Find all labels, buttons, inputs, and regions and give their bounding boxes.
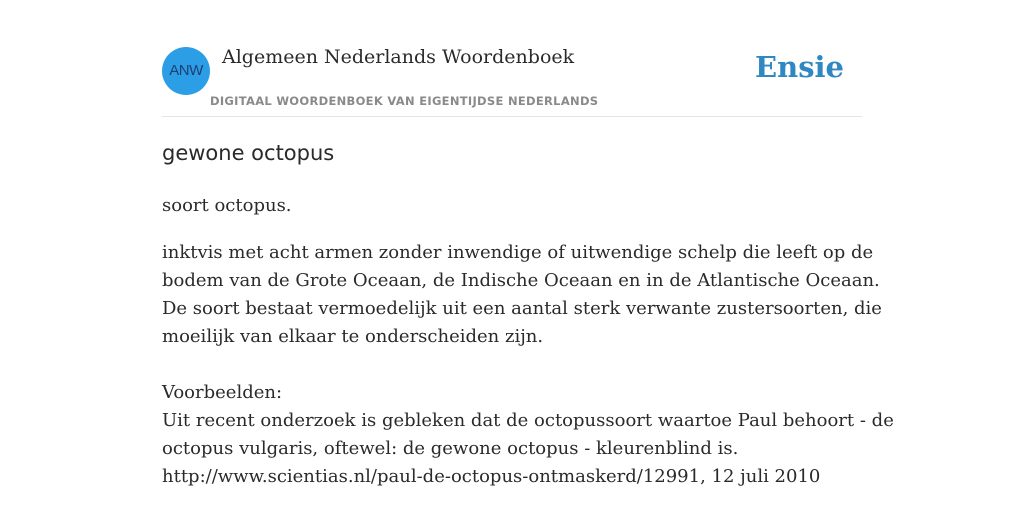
ensie-brand-logo[interactable]: Ensie	[755, 50, 844, 84]
description-line: De soort bestaat vermoedelijk uit een aantal sterk verwante zustersoorten, die	[162, 298, 882, 319]
entry-card	[162, 0, 894, 512]
site-title[interactable]: Algemeen Nederlands Woordenboek	[222, 46, 575, 68]
examples-label: Voorbeelden:	[162, 382, 283, 403]
entry-description	[162, 239, 894, 491]
example-line: Uit recent onderzoek is gebleken dat de octopussoort waartoe Paul behoort - de	[162, 410, 894, 431]
example-source: http://www.scientias.nl/paul-de-octopus-ontmaskerd/12991, 12 juli 2010	[162, 466, 821, 487]
paragraph-gap	[162, 351, 862, 379]
header	[162, 0, 862, 117]
anw-logo[interactable]: ANW	[162, 47, 210, 95]
site-subtitle: DIGITAAL WOORDENBOEK VAN EIGENTIJDSE NEDERLANDS	[210, 94, 599, 108]
example-line: octopus vulgaris, oftewel: de gewone octopus - kleurenblind is.	[162, 438, 739, 459]
description-line: bodem van de Grote Oceaan, de Indische Oceaan en in de Atlantische Oceaan.	[162, 270, 880, 291]
entry-term: gewone octopus	[162, 141, 335, 165]
description-line: moeilijk van elkaar te onderscheiden zijn.	[162, 326, 544, 347]
description-line: inktvis met acht armen zonder inwendige of uitwendige schelp die leeft op de	[162, 242, 874, 263]
short-definition: soort octopus.	[162, 195, 292, 216]
